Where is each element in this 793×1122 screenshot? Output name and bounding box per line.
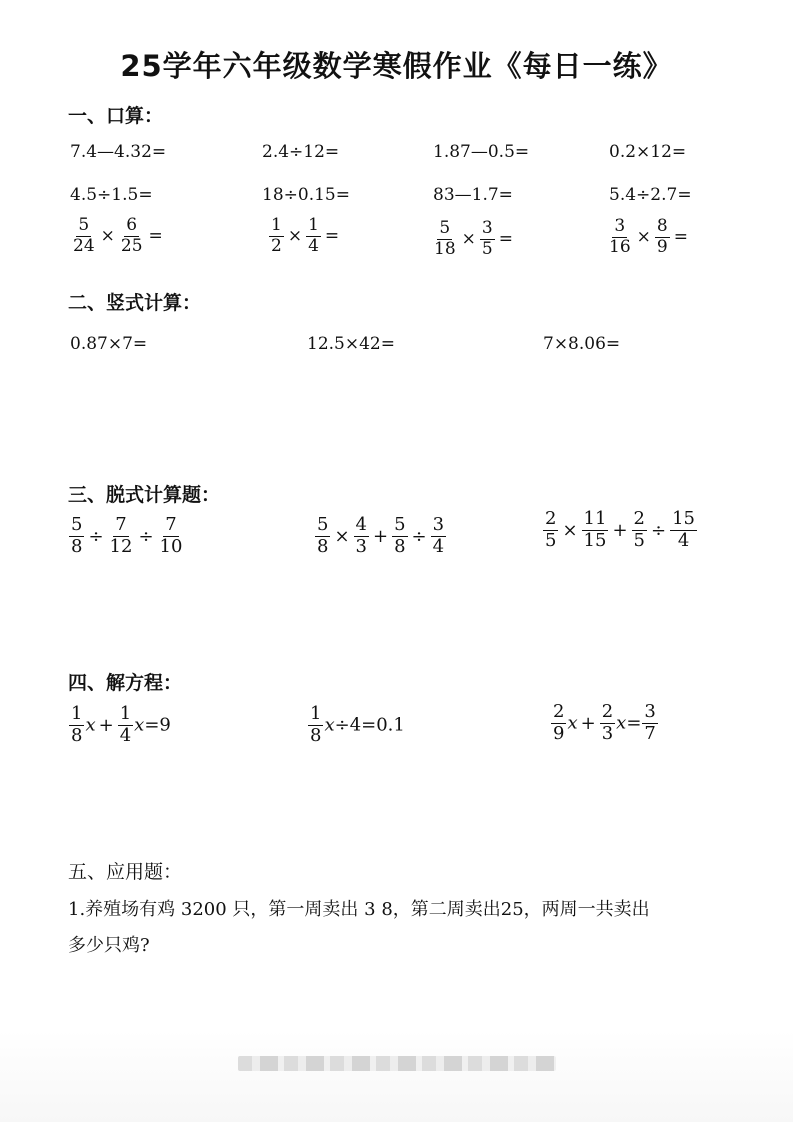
word-problem (68, 892, 768, 964)
section-heading-equations: 四、解方程： (68, 672, 183, 694)
fraction: $\frac{8}{9}$ (656, 216, 668, 257)
oral-fraction-item: $\frac{3}{16}$ × $\frac{8}{9}$ = (609, 216, 688, 257)
oral-item: 83—1.7= (433, 185, 513, 205)
fraction: $\frac{3}{16}$ (609, 216, 631, 257)
footer-band (0, 1030, 793, 1122)
fraction: $\frac{1}{2}$ (271, 215, 282, 256)
oral-item: 0.2×12= (609, 142, 687, 162)
stepwise-item: $\frac{2}{5}$ × $\frac{11}{15}$ + $\frac{2}{5}$ ÷ $\frac{15}{4}$ (545, 508, 695, 551)
oral-item: 1.87—0.5= (433, 142, 530, 162)
stepwise-item: $\frac{5}{8}$ × $\frac{4}{3}$ + $\frac{5}{8}$ ÷ $\frac{3}{4}$ (317, 514, 445, 557)
fraction: $\frac{6}{25}$ (120, 215, 143, 256)
word-problem-line: 多少只鸡? (68, 935, 150, 956)
section-heading-word-problems: 五、应用题： (68, 861, 183, 883)
fraction: $\frac{5}{24}$ (73, 215, 95, 256)
fraction: $\frac{1}{4}$ (308, 215, 319, 256)
equation-item: $\frac{2}{9}$ x + $\frac{2}{3}$ x= $\frac{3}{7}$ (553, 701, 656, 744)
oral-fraction-item: $\frac{5}{18}$ × $\frac{3}{5}$ = (434, 218, 513, 259)
word-problem-line: 1.养殖场有鸡 3200 只，第一周卖出 3 8，第二周卖出25，两周一共卖出 (68, 899, 650, 920)
oral-item: 18÷0.15= (262, 185, 350, 205)
fraction: $\frac{3}{5}$ (481, 218, 493, 259)
oral-fraction-item: $\frac{5}{24}$ × $\frac{6}{25}$ = (73, 215, 163, 256)
section-heading-vertical: 二、竖式计算： (68, 292, 202, 314)
equation-item: $\frac{1}{8}$ x÷4=0.1 (310, 703, 405, 746)
oral-item: 2.4÷12= (262, 142, 340, 162)
oral-fraction-item: $\frac{1}{2}$ × $\frac{1}{4}$ = (271, 215, 340, 256)
section-heading-oral: 一、口算： (68, 105, 164, 127)
fraction: $\frac{5}{18}$ (434, 218, 456, 259)
vertical-item: 0.87×7= (70, 334, 148, 354)
stepwise-item: $\frac{5}{8}$ ÷ $\frac{7}{12}$ ÷ $\frac{7}{10}$ (71, 514, 183, 557)
oral-item: 5.4÷2.7= (609, 185, 692, 205)
oral-item: 4.5÷1.5= (70, 185, 153, 205)
equation-item: $\frac{1}{8}$ x + $\frac{1}{4}$ x=9 (71, 703, 171, 746)
blurred-watermark (238, 1056, 556, 1071)
vertical-item: 7×8.06= (543, 334, 621, 354)
page-title: 25学年六年级数学寒假作业《每日一练》 (120, 49, 673, 83)
vertical-item: 12.5×42= (307, 334, 395, 354)
oral-item: 7.4—4.32= (70, 142, 167, 162)
section-heading-stepwise: 三、脱式计算题： (68, 484, 221, 506)
